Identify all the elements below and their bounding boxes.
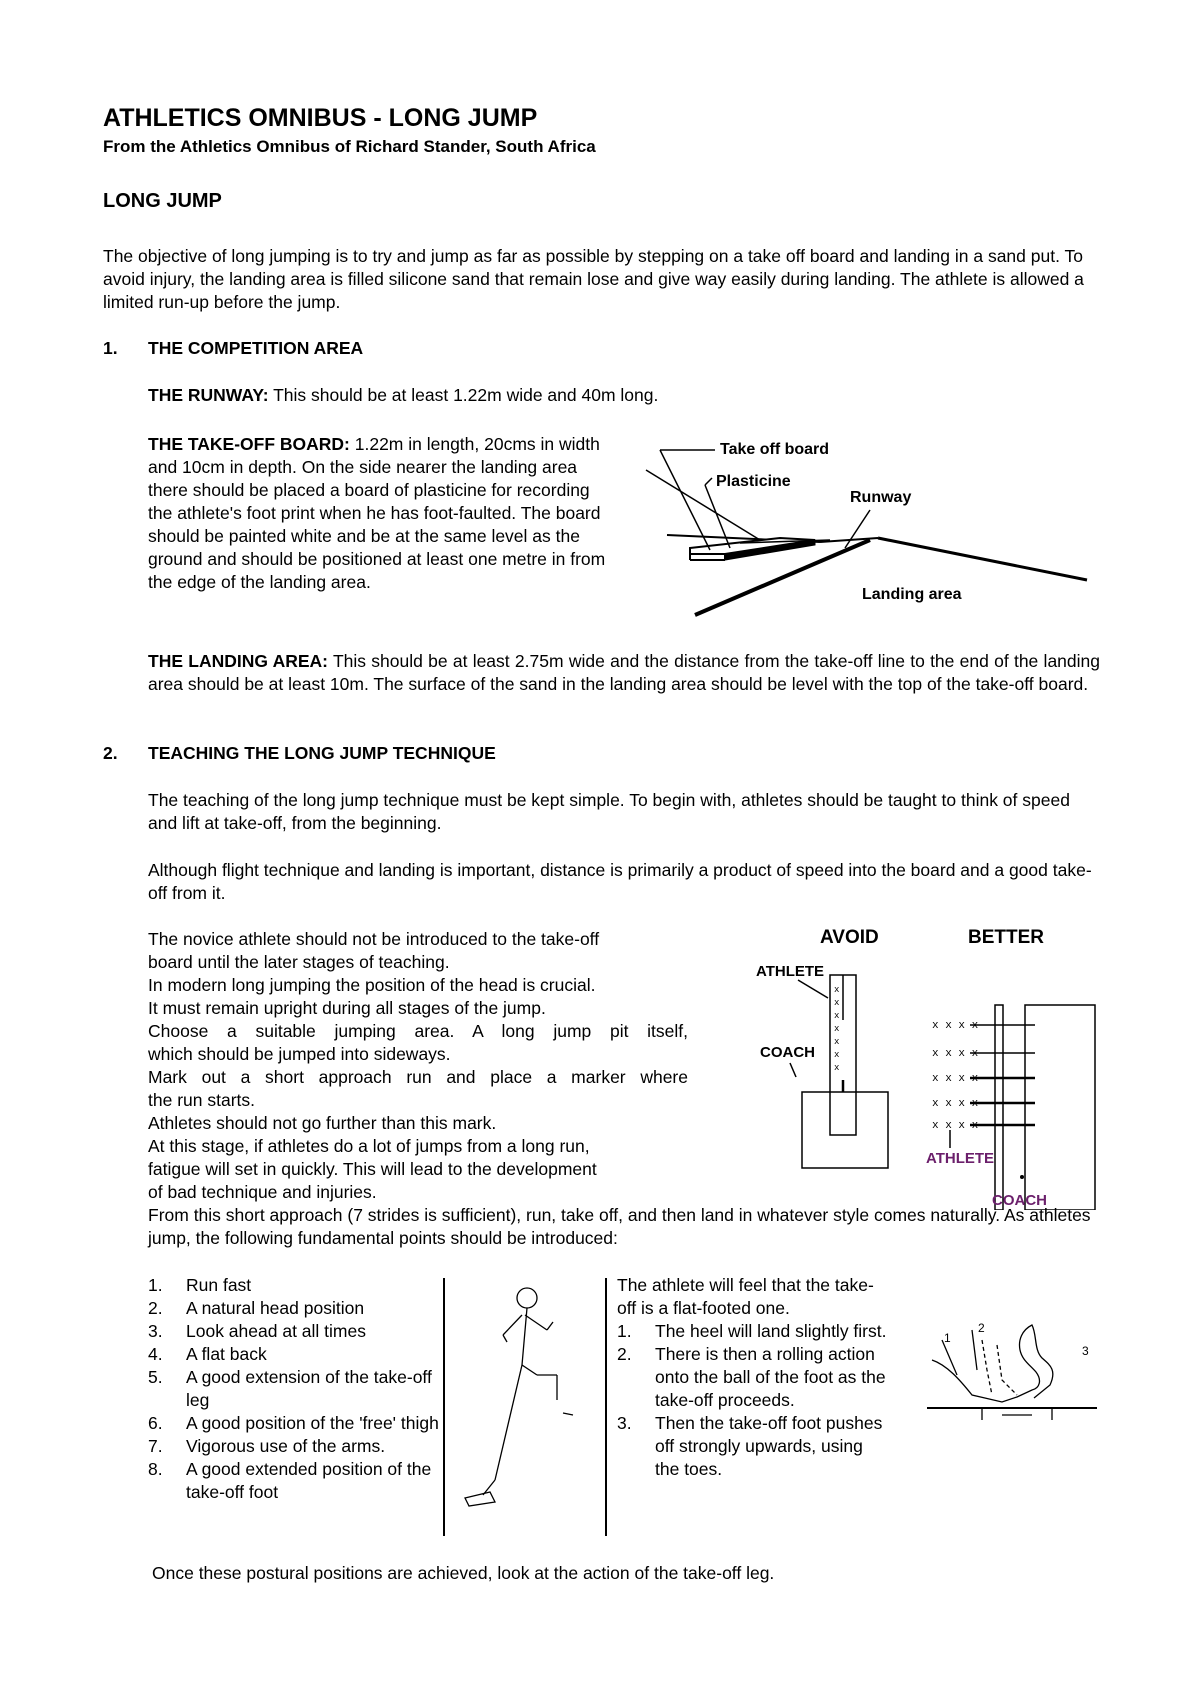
better-x-row: x x x x [932,1048,979,1060]
runway-diagram [640,430,1100,630]
novice-line: Mark out a short approach run and place a marker where [148,1067,688,1087]
novice-line: In modern long jumping the position of the head is crucial. [148,975,596,995]
landing-label: THE LANDING AREA: [148,651,329,671]
avoid-x-mark: x [834,1050,840,1060]
novice-line: fatigue will set in quickly. This will lead to the development [148,1159,597,1179]
take-off-board-label: Take off board [720,441,830,458]
approach-paragraph: From this short approach (7 strides is sufficient), run, take off, and then land in whatever style comes naturally. As athletes jump, the following fundamental points should be introduced: [148,1205,1091,1248]
section2-para2: Although flight technique and landing is important, distance is primarily a product of speed into the board and a good take-off from it. [148,860,1092,903]
point-item-number: 3. [148,1321,163,1341]
novice-paragraph [148,928,688,1204]
feel-point-item [617,1320,887,1343]
point-item-text: A good extended position of the take-off foot [186,1459,432,1502]
section-heading: LONG JUMP [103,190,222,212]
point-item [148,1320,443,1343]
better-x-row: x x x x [932,1020,979,1032]
point-item-text: A flat back [186,1344,267,1364]
novice-line: the run starts. [148,1090,255,1110]
runway-paragraph [148,384,1048,407]
avoid-label: AVOID [820,927,879,948]
closing-paragraph: Once these postural positions are achieved, look at the action of the take-off leg. [152,1563,775,1583]
novice-line: board until the later stages of teaching. [148,952,450,972]
novice-line: It must remain upright during all stages of the jump. [148,998,546,1018]
feel-point-item-text: Then the take-off foot pushes off strongly upwards, using the toes. [655,1413,883,1479]
section1-number: 1. [103,338,118,358]
novice-line: The novice athlete should not be introduced to the take-off [148,929,600,949]
avoid-x-mark: x [834,1011,840,1021]
runway-label-diagram: Runway [850,489,912,506]
coach-right-label: COACH [992,1192,1047,1209]
coach-marker [1020,1175,1024,1179]
feel-point-item-text: There is then a rolling action onto the ball of the foot as the take-off proceeds. [655,1344,886,1410]
point-item-text: Vigorous use of the arms. [186,1436,386,1456]
novice-line: which should be jumped into sideways. [148,1044,451,1064]
point-item [148,1343,443,1366]
point-item [148,1274,443,1297]
point-item-number: 1. [148,1275,163,1295]
better-x-row: x x x x [932,1073,979,1085]
foot-label-3: 3 [1082,1344,1089,1358]
board-label: THE TAKE-OFF BOARD: [148,434,350,454]
point-item-text: A good extension of the take-off leg [186,1367,432,1410]
feel-point-item [617,1343,887,1412]
feel-point-item [617,1412,887,1481]
section2-title: TEACHING THE LONG JUMP TECHNIQUE [148,743,496,763]
landing-area-label: Landing area [862,586,962,603]
intro-paragraph: The objective of long jumping is to try and jump as far as possible by stepping on a take off board and landing in a sand put. To avoid injury, the landing area is filled silicone sand that remain lose and give way easily during landing. The athlete is allowed a limited run-up before the jump. [103,246,1084,312]
avoid-x-mark: x [834,1024,840,1034]
foot-diagram [922,1310,1102,1420]
point-item-text: Look ahead at all times [186,1321,366,1341]
avoid-better-diagram [740,920,1100,1210]
athlete-left-label: ATHLETE [756,963,825,980]
point-item-text: Run fast [186,1275,252,1295]
novice-line: of bad technique and injuries. [148,1182,377,1202]
novice-line: Athletes should not go further than this mark. [148,1113,497,1133]
point-item [148,1412,443,1435]
avoid-x-mark: x [834,1063,840,1073]
avoid-x-marks: x [834,985,840,995]
page-subtitle: From the Athletics Omnibus of Richard Stander, South Africa [103,137,596,156]
coach-left-label: COACH [760,1044,815,1061]
better-label: BETTER [968,927,1044,948]
section2-para1: The teaching of the long jump technique must be kept simple. To begin with, athletes should be taught to think of speed and lift at take-off, from the beginning. [148,790,1070,833]
point-item-number: 7. [148,1436,163,1456]
board-text: 1.22m in length, 20cms in width and 10cm in depth. On the side nearer the landing area there should be placed a board of plasticine for recording the athlete's foot print when he has foot-faulted. The board should be painted white and be at the same level as the ground and should be positioned at least one metre in from the edge of the landing area. [148,434,606,592]
runway-text: This should be at least 1.22m wide and 40m long. [268,385,659,405]
column-divider-left [443,1278,445,1536]
feel-point-item-number: 1. [617,1321,632,1341]
feel-column [617,1274,887,1481]
point-item-text: A good position of the 'free' thigh [186,1413,439,1433]
athlete-right-label: ATHLETE [926,1150,995,1167]
point-item-number: 2. [148,1298,163,1318]
novice-line: At this stage, if athletes do a lot of jumps from a long run, [148,1136,590,1156]
point-item [148,1435,443,1458]
points-list [148,1274,443,1504]
foot-label-1: 1 [944,1331,951,1345]
landing-area-paragraph [148,650,1100,696]
feel-intro: The athlete will feel that the take-off is a flat-footed one. [617,1275,874,1318]
foot-label-2: 2 [978,1321,985,1335]
plasticine-label: Plasticine [716,473,791,490]
avoid-x-mark: x [834,998,840,1008]
landing-text: This should be at least 2.75m wide and the distance from the take-off line to the end of the landing area should be at least 10m. The surface of the sand in the landing area should be level with the top of the take-off board. [148,651,1100,694]
section2-number: 2. [103,743,118,763]
point-item-number: 4. [148,1344,163,1364]
better-x-row: x x x x [932,1120,979,1132]
take-off-board-paragraph [148,433,608,594]
column-divider-right [605,1278,607,1536]
point-item-text: A natural head position [186,1298,365,1318]
feel-point-item-number: 3. [617,1413,632,1433]
page-title: ATHLETICS OMNIBUS - LONG JUMP [103,104,538,132]
point-item-number: 6. [148,1413,163,1433]
feel-point-item-number: 2. [617,1344,632,1364]
jumper-figure [455,1280,595,1530]
point-item-number: 5. [148,1367,163,1387]
point-item [148,1297,443,1320]
point-item-number: 8. [148,1459,163,1479]
point-item [148,1366,443,1412]
feel-point-item-text: The heel will land slightly first. [655,1321,887,1341]
avoid-x-mark: x [834,1037,840,1047]
better-x-row: x x x x [932,1098,979,1110]
point-item [148,1458,443,1504]
novice-line: Choose a suitable jumping area. A long jump pit itself, [148,1021,688,1041]
runway-label: THE RUNWAY: [148,385,269,405]
section1-title: THE COMPETITION AREA [148,338,364,358]
